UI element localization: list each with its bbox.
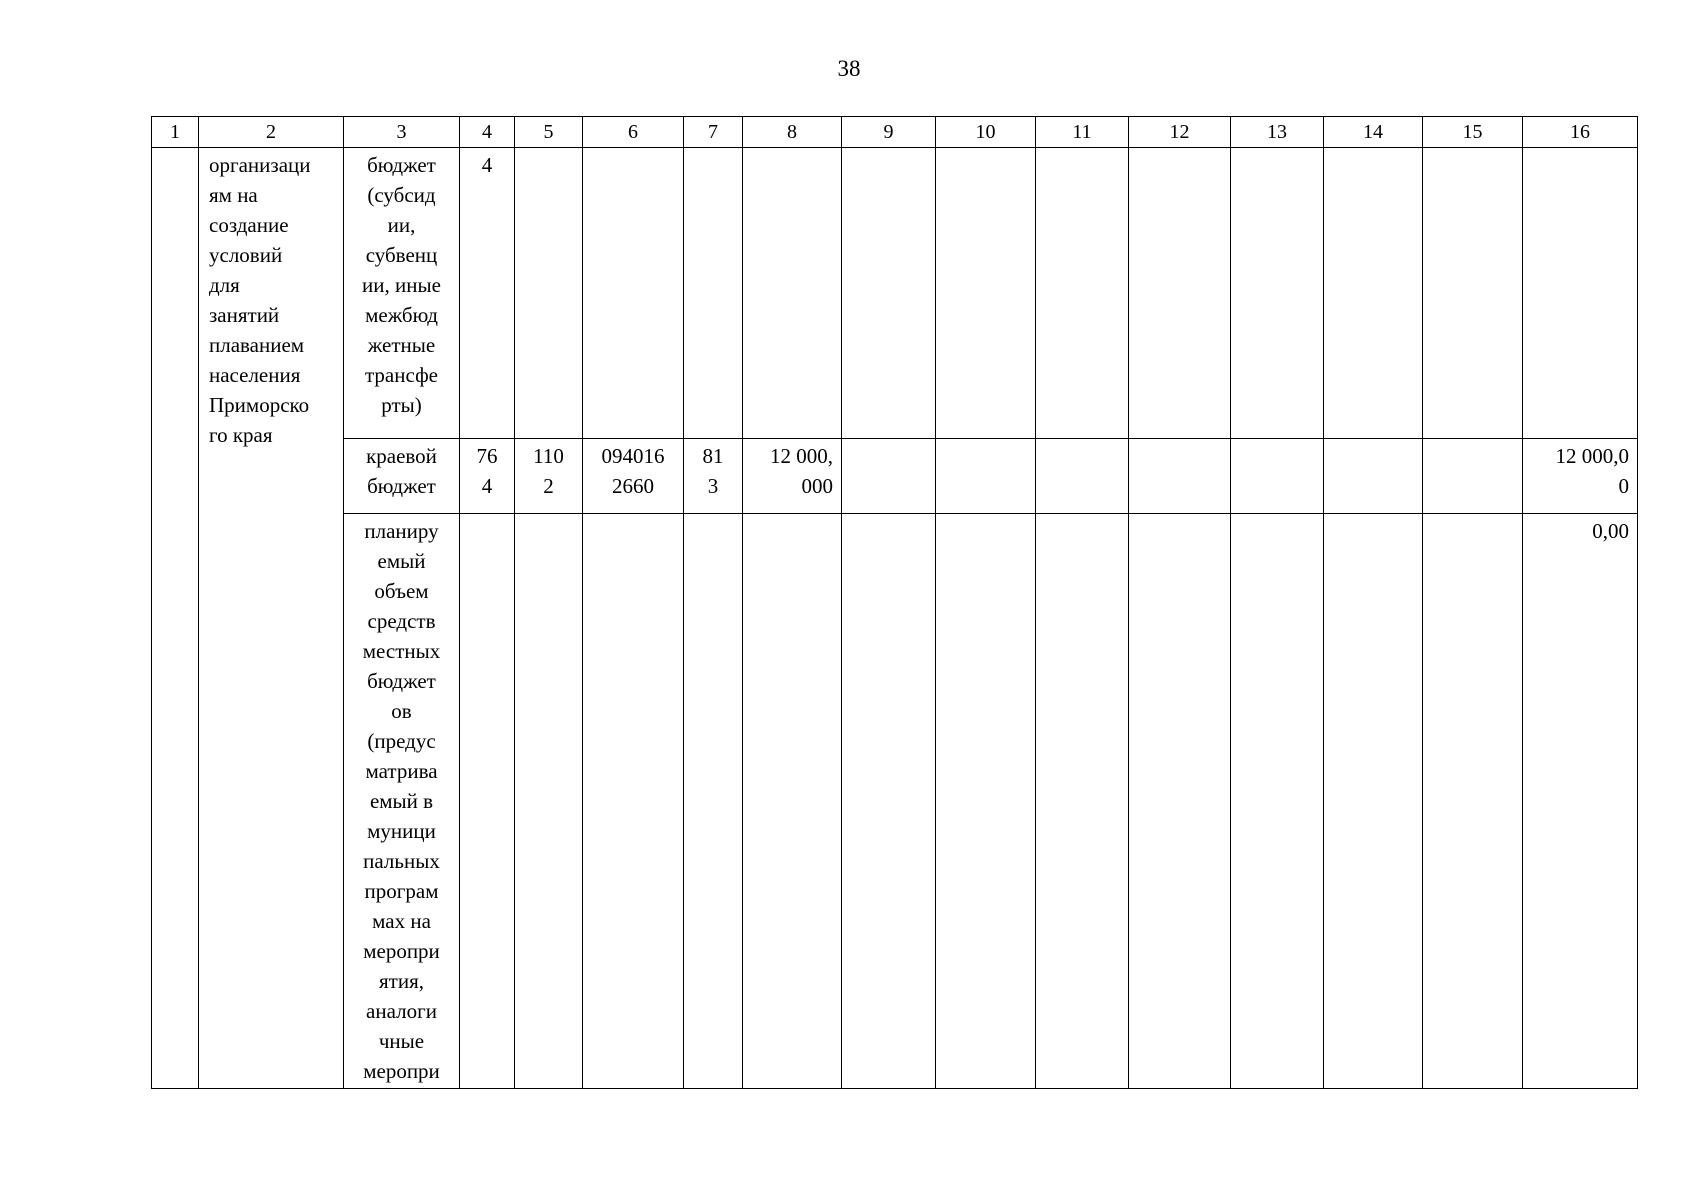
header-cell-16: 16 — [1523, 117, 1638, 148]
budget-table — [151, 116, 1638, 1089]
col11-cell — [1036, 439, 1129, 514]
col9-cell — [842, 514, 936, 1089]
header-cell-2: 2 — [199, 117, 344, 148]
header-cell-9: 9 — [842, 117, 936, 148]
col11-cell — [1036, 148, 1129, 439]
col14-cell — [1324, 148, 1423, 439]
col4-cell: 76 4 — [460, 439, 515, 514]
col5-cell — [515, 514, 583, 1089]
col7-cell — [684, 148, 743, 439]
col10-cell — [936, 439, 1036, 514]
col15-cell — [1423, 148, 1523, 439]
col14-cell — [1324, 439, 1423, 514]
col13-cell — [1231, 439, 1324, 514]
header-cell-6: 6 — [583, 117, 684, 148]
funding-source-cell: планиру емый объем средств местных бюджет ов (предус матрива емый в муници пальных програм мах на меропри ятия, аналоги чные меропри — [344, 514, 460, 1089]
col9-cell — [842, 439, 936, 514]
col9-cell — [842, 148, 936, 439]
col5-cell: 110 2 — [515, 439, 583, 514]
col12-cell — [1129, 439, 1231, 514]
col15-cell — [1423, 439, 1523, 514]
header-cell-11: 11 — [1036, 117, 1129, 148]
col6-cell — [583, 514, 684, 1089]
col6-cell: 094016 2660 — [583, 439, 684, 514]
col13-cell — [1231, 148, 1324, 439]
table-row — [152, 439, 1638, 514]
header-row — [152, 117, 1638, 148]
header-cell-12: 12 — [1129, 117, 1231, 148]
col4-cell: 4 — [460, 148, 515, 439]
table-row — [152, 148, 1638, 439]
col8-cell: 12 000, 000 — [743, 439, 842, 514]
col12-cell — [1129, 148, 1231, 439]
col16-cell — [1523, 148, 1638, 439]
header-cell-8: 8 — [743, 117, 842, 148]
col16-cell: 0,00 — [1523, 514, 1638, 1089]
header-cell-7: 7 — [684, 117, 743, 148]
header-cell-15: 15 — [1423, 117, 1523, 148]
col11-cell — [1036, 514, 1129, 1089]
header-cell-4: 4 — [460, 117, 515, 148]
col10-cell — [936, 514, 1036, 1089]
col15-cell — [1423, 514, 1523, 1089]
header-cell-1: 1 — [152, 117, 199, 148]
col4-cell — [460, 514, 515, 1089]
col6-cell — [583, 148, 684, 439]
col7-cell — [684, 514, 743, 1089]
funding-source-cell: бюджет (субсид ии, субвенц ии, иные межбюд жетные трансфе рты) — [344, 148, 460, 439]
funding-source-cell: краевой бюджет — [344, 439, 460, 514]
header-cell-3: 3 — [344, 117, 460, 148]
header-cell-5: 5 — [515, 117, 583, 148]
header-cell-14: 14 — [1324, 117, 1423, 148]
col8-cell — [743, 148, 842, 439]
col8-cell — [743, 514, 842, 1089]
header-cell-13: 13 — [1231, 117, 1324, 148]
table-row — [152, 514, 1638, 1089]
col10-cell — [936, 148, 1036, 439]
activity-name-cell: организаци ям на создание условий для занятий плаванием населения Приморско го края — [199, 148, 344, 1089]
col5-cell — [515, 148, 583, 439]
col14-cell — [1324, 514, 1423, 1089]
header-cell-10: 10 — [936, 117, 1036, 148]
col13-cell — [1231, 514, 1324, 1089]
col16-cell: 12 000,0 0 — [1523, 439, 1638, 514]
col12-cell — [1129, 514, 1231, 1089]
col7-cell: 81 3 — [684, 439, 743, 514]
page-number: 38 — [837, 56, 861, 81]
row-number-cell — [152, 148, 199, 1089]
